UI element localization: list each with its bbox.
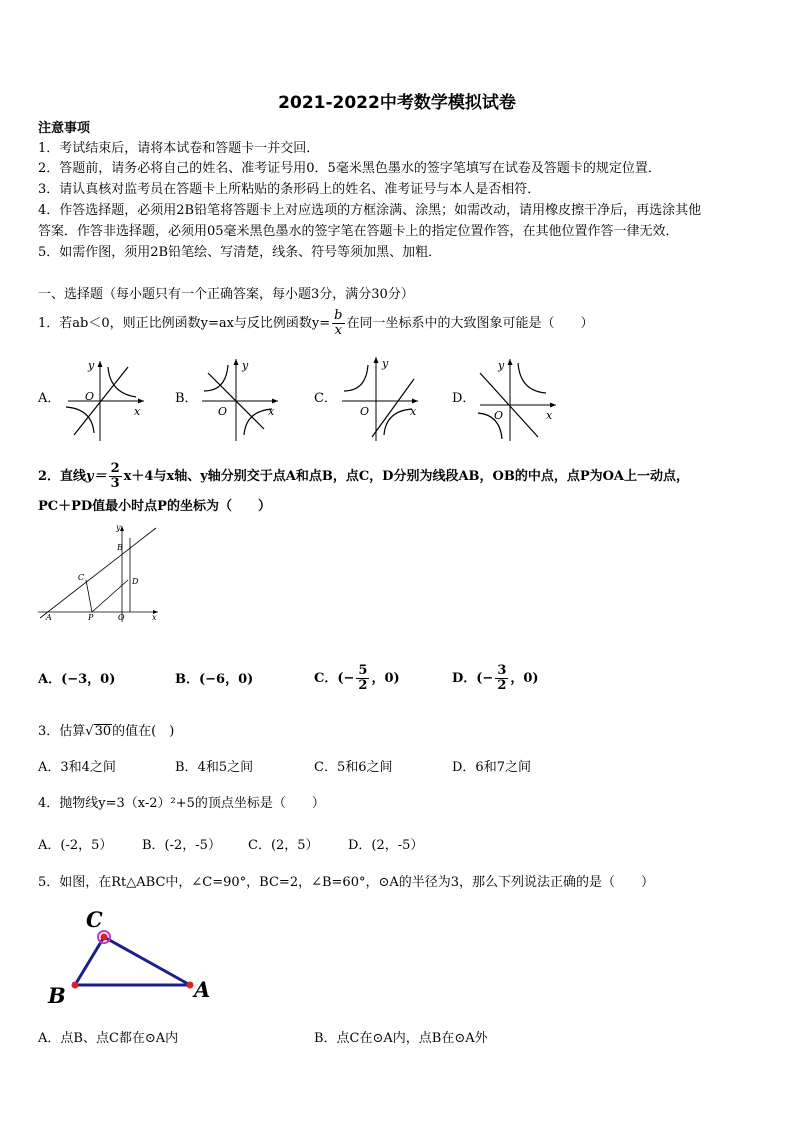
question-2 — [38, 462, 689, 491]
x-label: x — [410, 405, 417, 418]
q2-option-a[interactable]: A．(−3，0) — [38, 672, 116, 687]
q5-option-a[interactable]: A．点B、点C都在⊙A内 — [38, 1031, 179, 1046]
q1-fraction — [332, 309, 344, 338]
y-axis-arrow — [508, 359, 513, 365]
segment-pd — [92, 580, 128, 612]
q2-option-c[interactable] — [314, 664, 400, 693]
x-axis-arrow — [550, 403, 556, 408]
y-label: y — [242, 359, 249, 372]
question-3 — [38, 723, 174, 741]
hyperbola-branch — [66, 407, 94, 433]
q2-optd-den: 2 — [497, 678, 507, 693]
linear-graph — [372, 379, 414, 437]
q2-optc-fraction — [356, 664, 369, 693]
q1-graph-d — [474, 353, 564, 443]
q2-optd-fraction — [495, 664, 508, 693]
y-label: y — [382, 357, 389, 370]
x-axis-arrow — [138, 399, 144, 404]
label-a: A — [46, 613, 52, 622]
q2-rest: x＋4与x轴、y轴分别交于点A和点B，点C，D分别为线段AB，OB的中点，点P为OA上一动点， — [123, 469, 690, 484]
line-ab — [40, 528, 156, 618]
label-x: x — [152, 613, 157, 622]
q3-option-b[interactable]: B．4和5之间 — [175, 760, 254, 775]
q2-optd-num: 3 — [497, 663, 507, 678]
q1-pre: 1．若ab＜0，则正比例函数y=ax与反比例函数y= — [38, 316, 331, 331]
y-axis-arrow — [120, 526, 124, 531]
q1-frac-num: b — [334, 308, 343, 323]
q1-option-a[interactable]: A． — [38, 391, 61, 406]
label-o: O — [118, 613, 125, 622]
q4-option-a[interactable]: A．(-2，5） — [38, 838, 113, 853]
q2-frac-num: 2 — [110, 461, 120, 476]
q5-triangle — [40, 900, 230, 1008]
origin-label: O — [494, 409, 504, 422]
hyperbola-branch — [518, 363, 546, 393]
page-title: 2021-2022中考数学模拟试卷 — [278, 93, 516, 113]
q2-option-b[interactable]: B．(−6，0) — [175, 672, 254, 687]
q3-option-d[interactable]: D．6和7之间 — [452, 760, 531, 775]
y-axis-arrow — [98, 361, 103, 367]
hyperbola-branch — [108, 367, 136, 397]
q2-optd-post: ，0) — [510, 671, 539, 686]
q2-optc-num: 5 — [358, 663, 368, 678]
label-b: B — [48, 983, 66, 1008]
q1-graph-a — [62, 353, 152, 443]
side-bc — [75, 937, 104, 985]
q5-option-b[interactable]: B．点C在⊙A内，点B在⊙A外 — [314, 1031, 488, 1046]
label-b: B — [117, 543, 123, 552]
q3-radicand: 30 — [94, 724, 112, 739]
notice-item: 1．考试结束后，请将本试卷和答题卡一并交回． — [38, 141, 320, 156]
q4-option-c[interactable]: C．(2，5） — [248, 838, 319, 853]
point-c — [101, 934, 108, 941]
q2-fraction — [109, 462, 122, 491]
notice-item: 2．答题前，请务必将自己的姓名、准考证号用0．5毫米黑色墨水的签字笔填写在试卷及答题卡的规定位置． — [38, 161, 661, 176]
side-ca — [104, 937, 190, 985]
label-a: A — [194, 977, 211, 1002]
notice-item: 5．如需作图，须用2B铅笔绘、写清楚，线条、符号等须加黑、加粗． — [38, 245, 442, 260]
q1-option-c[interactable]: C． — [314, 391, 337, 406]
sqrt-sign: √ — [85, 724, 94, 739]
x-label: x — [546, 409, 553, 422]
question-5: 5．如图，在Rt△ABC中，∠C=90°，BC=2，∠B=60°，⊙A的半径为3，那么下列说法正确的是（ ） — [38, 875, 655, 890]
q2-optc-pre: C．(− — [314, 671, 355, 686]
label-y: y — [116, 523, 121, 532]
label-d: D — [132, 577, 139, 586]
origin-label: O — [360, 405, 370, 418]
q1-graph-c — [336, 353, 426, 443]
q2-optc-den: 2 — [358, 678, 368, 693]
q4-option-b[interactable]: B．(-2，-5） — [142, 838, 221, 853]
q4-option-d[interactable]: D．(2，-5） — [348, 838, 424, 853]
q3-post: 的值在( ) — [112, 724, 175, 739]
q3-option-a[interactable]: A．3和4之间 — [38, 760, 116, 775]
notice-item: 3．请认真核对监考员在答题卡上所粘贴的条形码上的姓名、准考证号与本人是否相符． — [38, 182, 541, 197]
hyperbola-branch — [344, 365, 368, 391]
x-axis-arrow — [272, 399, 278, 404]
notice-item: 4．作答选择题，必须用2B铅笔将答题卡上对应选项的方框涂满、涂黑；如需改动，请用橡皮擦干净后，再选涂其他 — [38, 203, 702, 218]
label-p: P — [88, 613, 94, 622]
point-b — [72, 982, 79, 989]
y-label: y — [498, 359, 505, 372]
hyperbola-branch — [204, 365, 228, 391]
q2-pre: 2．直线 — [38, 469, 87, 484]
q3-pre: 3．估算 — [38, 724, 86, 739]
origin-label: O — [85, 390, 95, 403]
origin-label: O — [218, 405, 228, 418]
label-c: C — [78, 573, 85, 582]
q1-post: 在同一坐标系中的大致图象可能是（ ） — [346, 316, 594, 331]
x-label: x — [134, 405, 141, 418]
y-axis-arrow — [234, 359, 239, 365]
q2-optd-pre: D．(− — [452, 671, 494, 686]
point-a — [187, 982, 194, 989]
x-label: x — [268, 405, 275, 418]
q2-diagram — [34, 522, 164, 626]
y-label: y — [88, 359, 95, 372]
notice-heading: 注意事项 — [38, 121, 91, 136]
question-1 — [38, 309, 594, 338]
q1-frac-den: x — [334, 323, 342, 338]
segment-pc — [86, 580, 92, 612]
x-axis-arrow — [412, 399, 418, 404]
q1-graph-b — [196, 353, 286, 443]
label-c: C — [86, 907, 103, 932]
q2-line2: PC＋PD值最小时点P的坐标为（ ） — [38, 499, 271, 514]
notice-item: 答案．作答非选择题，必须用05毫米黑色墨水的签字笔在答题卡上的指定位置作答，在其他位置作答一律无效． — [38, 224, 679, 239]
section-heading: 一、选择题（每小题只有一个正确答案，每小题3分，满分30分） — [38, 287, 414, 302]
q1-option-b[interactable]: B． — [175, 391, 198, 406]
q2-y-eq: y＝ — [86, 469, 107, 484]
hyperbola-branch — [384, 409, 412, 435]
q2-option-d[interactable] — [452, 664, 539, 693]
question-4: 4．抛物线y=3（x-2）²+5的顶点坐标是（ ） — [38, 796, 325, 811]
q1-option-d[interactable]: D． — [452, 391, 476, 406]
q2-optc-post: ，0) — [371, 671, 400, 686]
y-axis-arrow — [374, 357, 379, 363]
q3-option-c[interactable]: C．5和6之间 — [314, 760, 393, 775]
q2-frac-den: 3 — [110, 476, 120, 491]
